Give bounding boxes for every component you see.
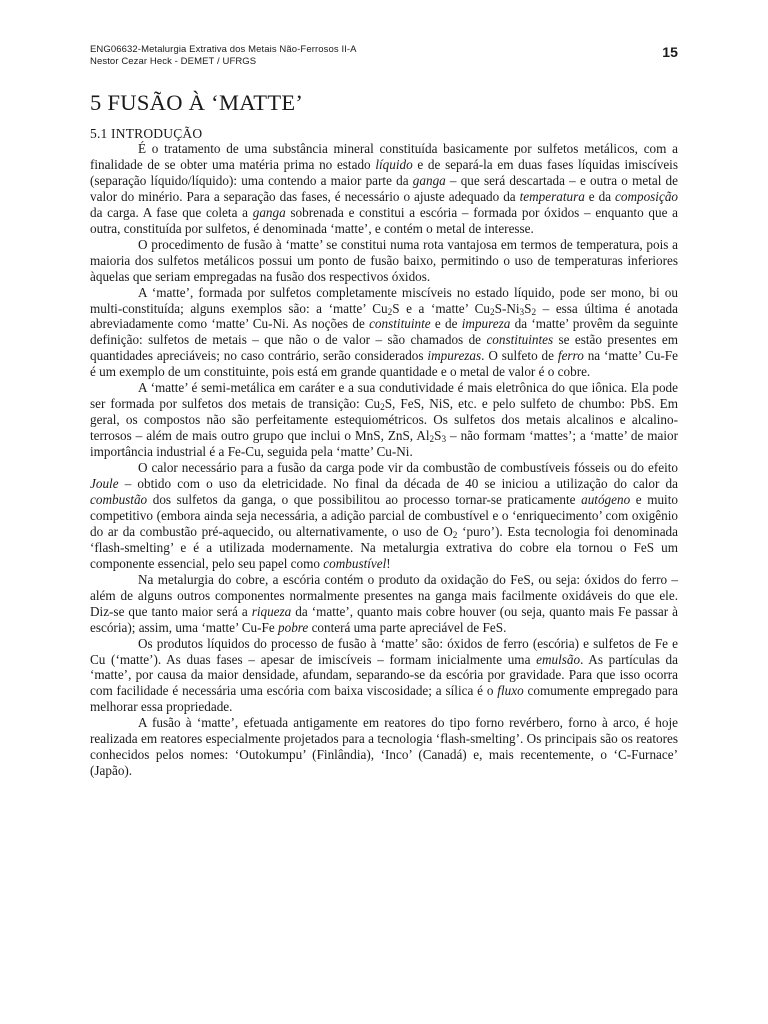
- text-run: Na metalurgia do cobre, a escória contém o produto da oxidação do FeS, ou seja: óxidos do ferro – além de alguns outros componentes normalmente presentes na ganga mais facilmente oxidáveis do que ele. Diz-se que tanto maior será a: [90, 571, 678, 619]
- text-run: conterá uma parte apreciável de FeS.: [308, 619, 507, 635]
- italic-term: Joule: [90, 476, 119, 492]
- paragraph: [90, 380, 678, 460]
- subscript: 2: [452, 529, 458, 540]
- paragraph: [90, 715, 678, 779]
- text-run: e de: [430, 316, 462, 332]
- subscript: 2: [429, 434, 435, 445]
- subscript: 2: [380, 402, 385, 413]
- subscript: 2: [531, 306, 537, 317]
- italic-term: emulsão: [536, 651, 581, 667]
- body-text: [90, 141, 678, 779]
- italic-term: autógeno: [581, 491, 631, 507]
- text-run: – essa última é anotada abreviadamente como ‘matte’ Cu-Ni. As noções de: [90, 300, 678, 332]
- text-run: da ‘matte’ provêm da seguinte definição: sulfetos de metais – que não o de valor – são chamados de: [90, 316, 678, 348]
- paragraph: [90, 237, 678, 285]
- text-run: – que será descartada – e outra o metal de valor do minério. Para a separação das fases, é necessário o ajuste adequado da: [90, 172, 678, 204]
- text-run: S e a ‘matte’ Cu: [392, 300, 490, 316]
- text-run: sobrenada e constitui a escória – formada por óxidos – enquanto que a outra, constituída por sulfetos, é denominada ‘matte’, e contém o metal de interesse.: [90, 204, 678, 236]
- subscript: 2: [387, 306, 393, 317]
- paragraph: [90, 141, 678, 237]
- text-run: O procedimento de fusão à ‘matte’ se constitui numa rota vantajosa em termos de temperatura, pois a maioria dos sulfetos metálicos possui um ponto de fusão baixo, permitindo o uso de temperaturas inferiores àquelas que seriam empregadas na fusão dos respectivos óxidos.: [90, 236, 678, 284]
- italic-term: impurezas: [427, 348, 482, 364]
- text-run: S: [434, 428, 442, 444]
- text-run: na ‘matte’ Cu-Fe é um exemplo de um constituinte, pois está em grande quantidade e o metal de valor é o cobre.: [90, 348, 678, 380]
- text-run: da carga. A fase que coleta a: [90, 204, 253, 220]
- subscript: 3: [519, 306, 525, 317]
- italic-term: combustão: [90, 491, 148, 507]
- italic-term: ferro: [557, 348, 584, 364]
- text-run: . As partículas da ‘matte’, por causa da maior densidade, afundam, separando-se da escória por gravidade. Para que isso ocorra com facilidade é necessária uma escória com baixa viscosidade; a sílica é o: [90, 651, 678, 699]
- text-run: S-Ni: [494, 300, 520, 316]
- italic-term: combustível: [323, 555, 387, 571]
- page-header: [90, 44, 678, 68]
- italic-term: impureza: [461, 316, 511, 332]
- text-run: !: [386, 555, 391, 571]
- text-run: . O sulfeto de: [481, 348, 558, 364]
- text-run: ‘puro’). Esta tecnologia foi denominada ‘flash-smelting’ e é a utilizada modernamente. Na metalurgia extrativa do cobre ela tornou o FeS um componente essencial, pelo seu papel como: [90, 523, 678, 571]
- paragraph: [90, 460, 678, 572]
- italic-term: constituintes: [486, 332, 554, 348]
- text-run: É o tratamento de uma substância mineral constituída basicamente por sulfetos metálicos, com a finalidade de se obter uma matéria prima no estado: [90, 141, 678, 172]
- text-run: Os produtos líquidos do processo de fusão à ‘matte’ são: óxidos de ferro (escória) e sulfetos de Fe e Cu (‘matte’). As duas fases – apesar de imiscíveis – formam inicialmente uma: [90, 635, 678, 667]
- italic-term: temperatura: [519, 188, 585, 204]
- chapter-title: 5 FUSÃO À ‘MATTE’: [90, 90, 304, 115]
- text-run: A ‘matte’, formada por sulfetos completamente miscíveis no estado líquido, pode ser mono, bi ou multi-constituída; alguns exemplos são: a ‘matte’ Cu: [90, 284, 678, 316]
- text-run: A fusão à ‘matte’, efetuada antigamente em reatores do tipo forno revérbero, forno à arco, é hoje realizada em reatores especialmente projetados para a tecnologia ‘flash-smelting’. Os principais são os reatores conhecidos pelos nomes: ‘Outokumpu’ (Finlândia), ‘Inco’ (Canadá) e, mais recentemente, o ‘C-Furnace’ (Japão).: [90, 715, 678, 779]
- text-run: O calor necessário para a fusão da carga pode vir da combustão de combustíveis fósseis ou do efeito: [138, 460, 678, 476]
- course-header: ENG06632-Metalurgia Extrativa dos Metais Não-Ferrosos II-A: [90, 44, 357, 55]
- text-run: e de separá-la em duas fases líquidas imiscíveis (separação líquido/líquido): uma contendo a maior parte da: [90, 156, 678, 188]
- author-header: Nestor Cezar Heck - DEMET / UFRGS: [90, 56, 257, 67]
- italic-term: ganga: [412, 172, 446, 188]
- italic-term: riqueza: [251, 603, 292, 619]
- text-run: dos sulfetos da ganga, o que possibilitou ao processo tornar-se praticamente: [147, 491, 582, 507]
- paragraph: [90, 285, 678, 381]
- text-run: – obtido com o uso da eletricidade. No final da década de 40 se iniciou a utilização do calor da: [118, 476, 678, 492]
- text-run: – não formam ‘mattes’; a ‘matte’ de maior importância industrial é a Fe-Cu, seguida pela ‘matte’ Cu-Ni.: [90, 428, 678, 460]
- text-run: da ‘matte’, quanto mais cobre houver (ou seja, quanto mais Fe passar à escória); assim, uma ‘matte’ Cu-Fe: [90, 603, 679, 635]
- italic-term: líquido: [375, 156, 413, 172]
- paragraph: [90, 572, 678, 636]
- text-run: se estão presentes em quantidades apreciáveis; no caso contrário, serão considerados: [90, 332, 678, 364]
- section-title: 5.1 INTRODUÇÃO: [90, 126, 203, 141]
- italic-term: composição: [615, 188, 679, 204]
- page-number: 15: [662, 44, 678, 60]
- paragraph: [90, 636, 678, 716]
- text-run: S: [524, 300, 532, 316]
- italic-term: constituinte: [369, 316, 431, 332]
- text-run: A ‘matte’ é semi-metálica em caráter e a sua condutividade é mais eletrônica do que iônica. Ela pode ser formada por sulfetos dos metais de transição: Cu: [90, 380, 678, 412]
- text-run: comumente empregado para melhorar essa propriedade.: [90, 683, 678, 715]
- text-run: e muito competitivo (embora ainda seja necessária, a adição parcial de combustível e o ‘enriquecimento’ com oxigênio do ar da combustão pré-aquecido, ou alternativamente, o uso de O: [90, 491, 678, 539]
- subscript: 2: [489, 306, 495, 317]
- italic-term: ganga: [252, 204, 286, 220]
- italic-term: pobre: [278, 619, 309, 635]
- text-run: e da: [584, 188, 616, 204]
- text-run: S, FeS, NiS, etc. e pelo sulfeto de chumbo: PbS. Em geral, os compostos não são perfeitamente estequiométricos. Os sulfetos dos metais alcalinos e alcalino-terrosos – além de mais outro grupo que inclui o MnS, ZnS, Al: [90, 396, 678, 444]
- italic-term: fluxo: [497, 683, 524, 699]
- subscript: 3: [441, 434, 447, 445]
